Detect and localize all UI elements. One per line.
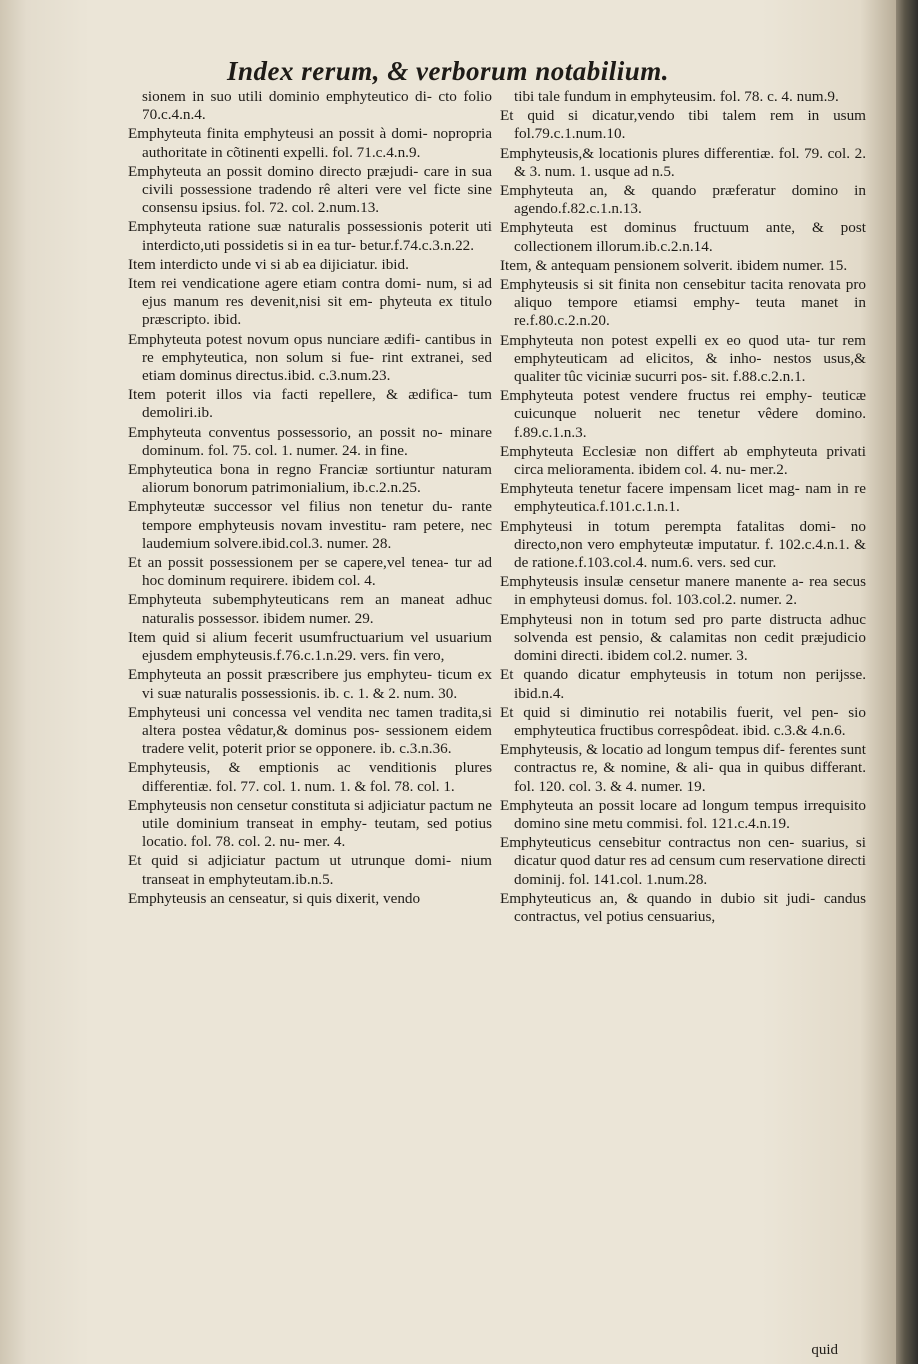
index-entry: Item rei vendicatione agere etiam contra domi- num, si ad ejus manum res devenit,nisi sit em- phyteuta ex titulo præscripto. ibid.	[128, 275, 492, 329]
book-edge-shadow	[896, 0, 918, 1364]
index-entry: Emphyteuticus an, & quando in dubio sit judi- candus contractus, vel potius censuarius,	[500, 889, 866, 925]
index-entry: Emphyteuta tenetur facere impensam licet mag- nam in re emphyteutica.f.101.c.1.n.1.	[500, 480, 866, 516]
index-entry: Item, & antequam pensionem solverit. ibidem numer. 15.	[500, 256, 848, 274]
index-entry: Emphyteusis insulæ censetur manere manente a- rea secus in emphyteusi domus. fol. 103.col.2. numer. 2.	[500, 573, 866, 609]
index-entry: Et quid si diminutio rei notabilis fuerit, vel pen- sio emphyteutica fructibus correspôdeat. ibid. c.3.& 4.n.6.	[500, 703, 866, 739]
index-entry: Emphyteuta ratione suæ naturalis possessionis poterit uti interdicto,uti possidetis si in ea tur- betur.f.74.c.3.n.22.	[128, 218, 492, 254]
index-entry: Emphyteusi non in totum sed pro parte distructa adhuc solvenda est pensio, & calamitas non cedit præjudicio domini directi. ibidem col.2. numer. 3.	[500, 610, 866, 665]
index-entry: sionem in suo utili dominio emphyteutico di- cto folio 70.c.4.n.4.	[142, 88, 492, 124]
index-entry: Emphyteuta finita emphyteusi an possit à domi- nopropria authoritate in cõtinenti expelli. fol. 71.c.4.n.9.	[128, 125, 492, 161]
index-entry: Emphyteuta Ecclesiæ non differt ab emphyteuta privati circa melioramenta. ibidem col. 4. nu- mer.2.	[500, 442, 866, 479]
index-entry: Emphyteuta est dominus fructuum ante, & post collectionem illorum.ib.c.2.n.14.	[500, 219, 866, 255]
index-entry: Emphyteuta potest novum opus nunciare ædifi- cantibus in re emphyteutica, non solum si fue- rint extranei, sed etiam dominus directus.ibid. c.3.num.23.	[128, 330, 492, 385]
index-entry: Emphyteusis, & emptionis ac venditionis plures differentiæ. fol. 77. col. 1. num. 1. & fol. 78. col. 1.	[128, 759, 492, 795]
index-entry: Et an possit possessionem per se capere,vel tenea- tur ad hoc dominum requirere. ibidem col. 4.	[128, 554, 492, 590]
index-entry: Emphyteusis si sit finita non censebitur tacita renovata pro aliquo tempore etiamsi emphy- teuta manet in re.f.80.c.2.n.20.	[500, 276, 866, 330]
index-entry: Emphyteusis an censeatur, si quis dixerit, vendo	[128, 889, 421, 907]
index-entry: Emphyteuta conventus possessorio, an possit no- minare dominum. fol. 75. col. 1. numer. 24. in fine.	[128, 423, 492, 459]
index-entry: Emphyteuta an, & quando præferatur domino in agendo.f.82.c.1.n.13.	[500, 182, 866, 218]
index-entry: Emphyteuta potest vendere fructus rei emphy- teuticæ cuicunque noluerit nec tenetur vêdere domino. f.89.c.1.n.3.	[500, 387, 866, 441]
index-entry: Emphyteuta an possit præscribere jus emphyteu- ticum ex vi suæ naturalis possessionis. ib. c. 1. & 2. num. 30.	[128, 666, 492, 702]
index-entry: Emphyteusi in totum perempta fatalitas domi- no directo,non vero emphyteutæ imputatur. f. 102.c.4.n.1. & de ratione.f.103.col.4. num.6. vers. sed cur.	[500, 517, 866, 572]
index-entry: Emphyteuta subemphyteuticans rem an maneat adhuc naturalis possessor. ibidem numer. 29.	[128, 591, 492, 627]
index-entry: Item quid si alium fecerit usumfructuarium vel usuarium ejusdem emphyteusis.f.76.c.1.n.29. vers. fin vero,	[128, 628, 492, 665]
index-entry: Et quid si dicatur,vendo tibi talem rem in usum fol.79.c.1.num.10.	[500, 107, 866, 143]
left-index-column	[128, 88, 492, 909]
index-entry: Emphyteuta an possit domino directo præjudi- care in sua civili possessione tradendo rê alteri vere vel ficte sine consensu ipsius. fol. 72. col. 2.num.13.	[128, 162, 492, 217]
index-entry: Emphyteuticus censebitur contractus non cen- suarius, si dicatur quod datur res ad censum cum reservatione directi dominij. fol. 141.col. 1.num.28.	[500, 834, 866, 888]
page-title: Index rerum, & verborum notabilium.	[226, 56, 670, 86]
right-index-column	[500, 88, 866, 927]
index-entry: Emphyteuta an possit locare ad longum tempus irrequisito domino sine metu commisi. fol. 121.c.4.n.19.	[500, 796, 866, 832]
index-entry: Emphyteusis, & locatio ad longum tempus dif- ferentes sunt contractus re, & nomine, & ali- qua in quibus differant. fol. 120. col. 3. & 4. numer. 19.	[500, 741, 866, 795]
index-entry: Emphyteusis non censetur constituta si adjiciatur pactum ne utile dominium transeat in emphy- teutam, sed potius locatio. fol. 78. col. 2. nu- mer. 4.	[128, 796, 492, 851]
index-entry: Emphyteusis,& locationis plures differentiæ. fol. 79. col. 2. & 3. num. 1. usque ad n.5.	[500, 144, 866, 180]
index-entry: Item poterit illos via facti repellere, & ædifica- tum demoliri.ib.	[128, 386, 492, 422]
index-entry: Et quid si adjiciatur pactum ut utrunque domi- nium transeat in emphyteutam.ib.n.5.	[128, 852, 492, 888]
index-entry: Et quando dicatur emphyteusis in totum non perijsse. ibid.n.4.	[500, 666, 866, 702]
index-entry: Item interdicto unde vi si ab ea dijiciatur. ibid.	[128, 255, 409, 273]
index-entry: Emphyteuta non potest expelli ex eo quod uta- tur rem emphyteuticam ad elicitos, & inho- nestos usus,& qualiter tûc viciniæ sucurri pos- sit. f.88.c.2.n.1.	[500, 331, 866, 386]
index-entry: tibi tale fundum in emphyteusim. fol. 78. c. 4. num.9.	[514, 88, 839, 105]
catchword: quid	[811, 1342, 838, 1358]
index-entry: Emphyteutica bona in regno Franciæ sortiuntur naturam aliorum bonorum patrimonialium, ib.c.2.n.25.	[128, 461, 492, 497]
index-entry: Emphyteusi uni concessa vel vendita nec tamen tradita,si altera postea vêdatur,& dominus pos- sessionem eidem tradere velit, poterit prior se opponere. ib. c.3.n.36.	[128, 703, 492, 758]
index-entry: Emphyteutæ successor vel filius non tenetur du- rante tempore emphyteusis novam investitu- ram petere, nec laudemium solvere.ibid.col.3. numer. 28.	[128, 498, 492, 552]
